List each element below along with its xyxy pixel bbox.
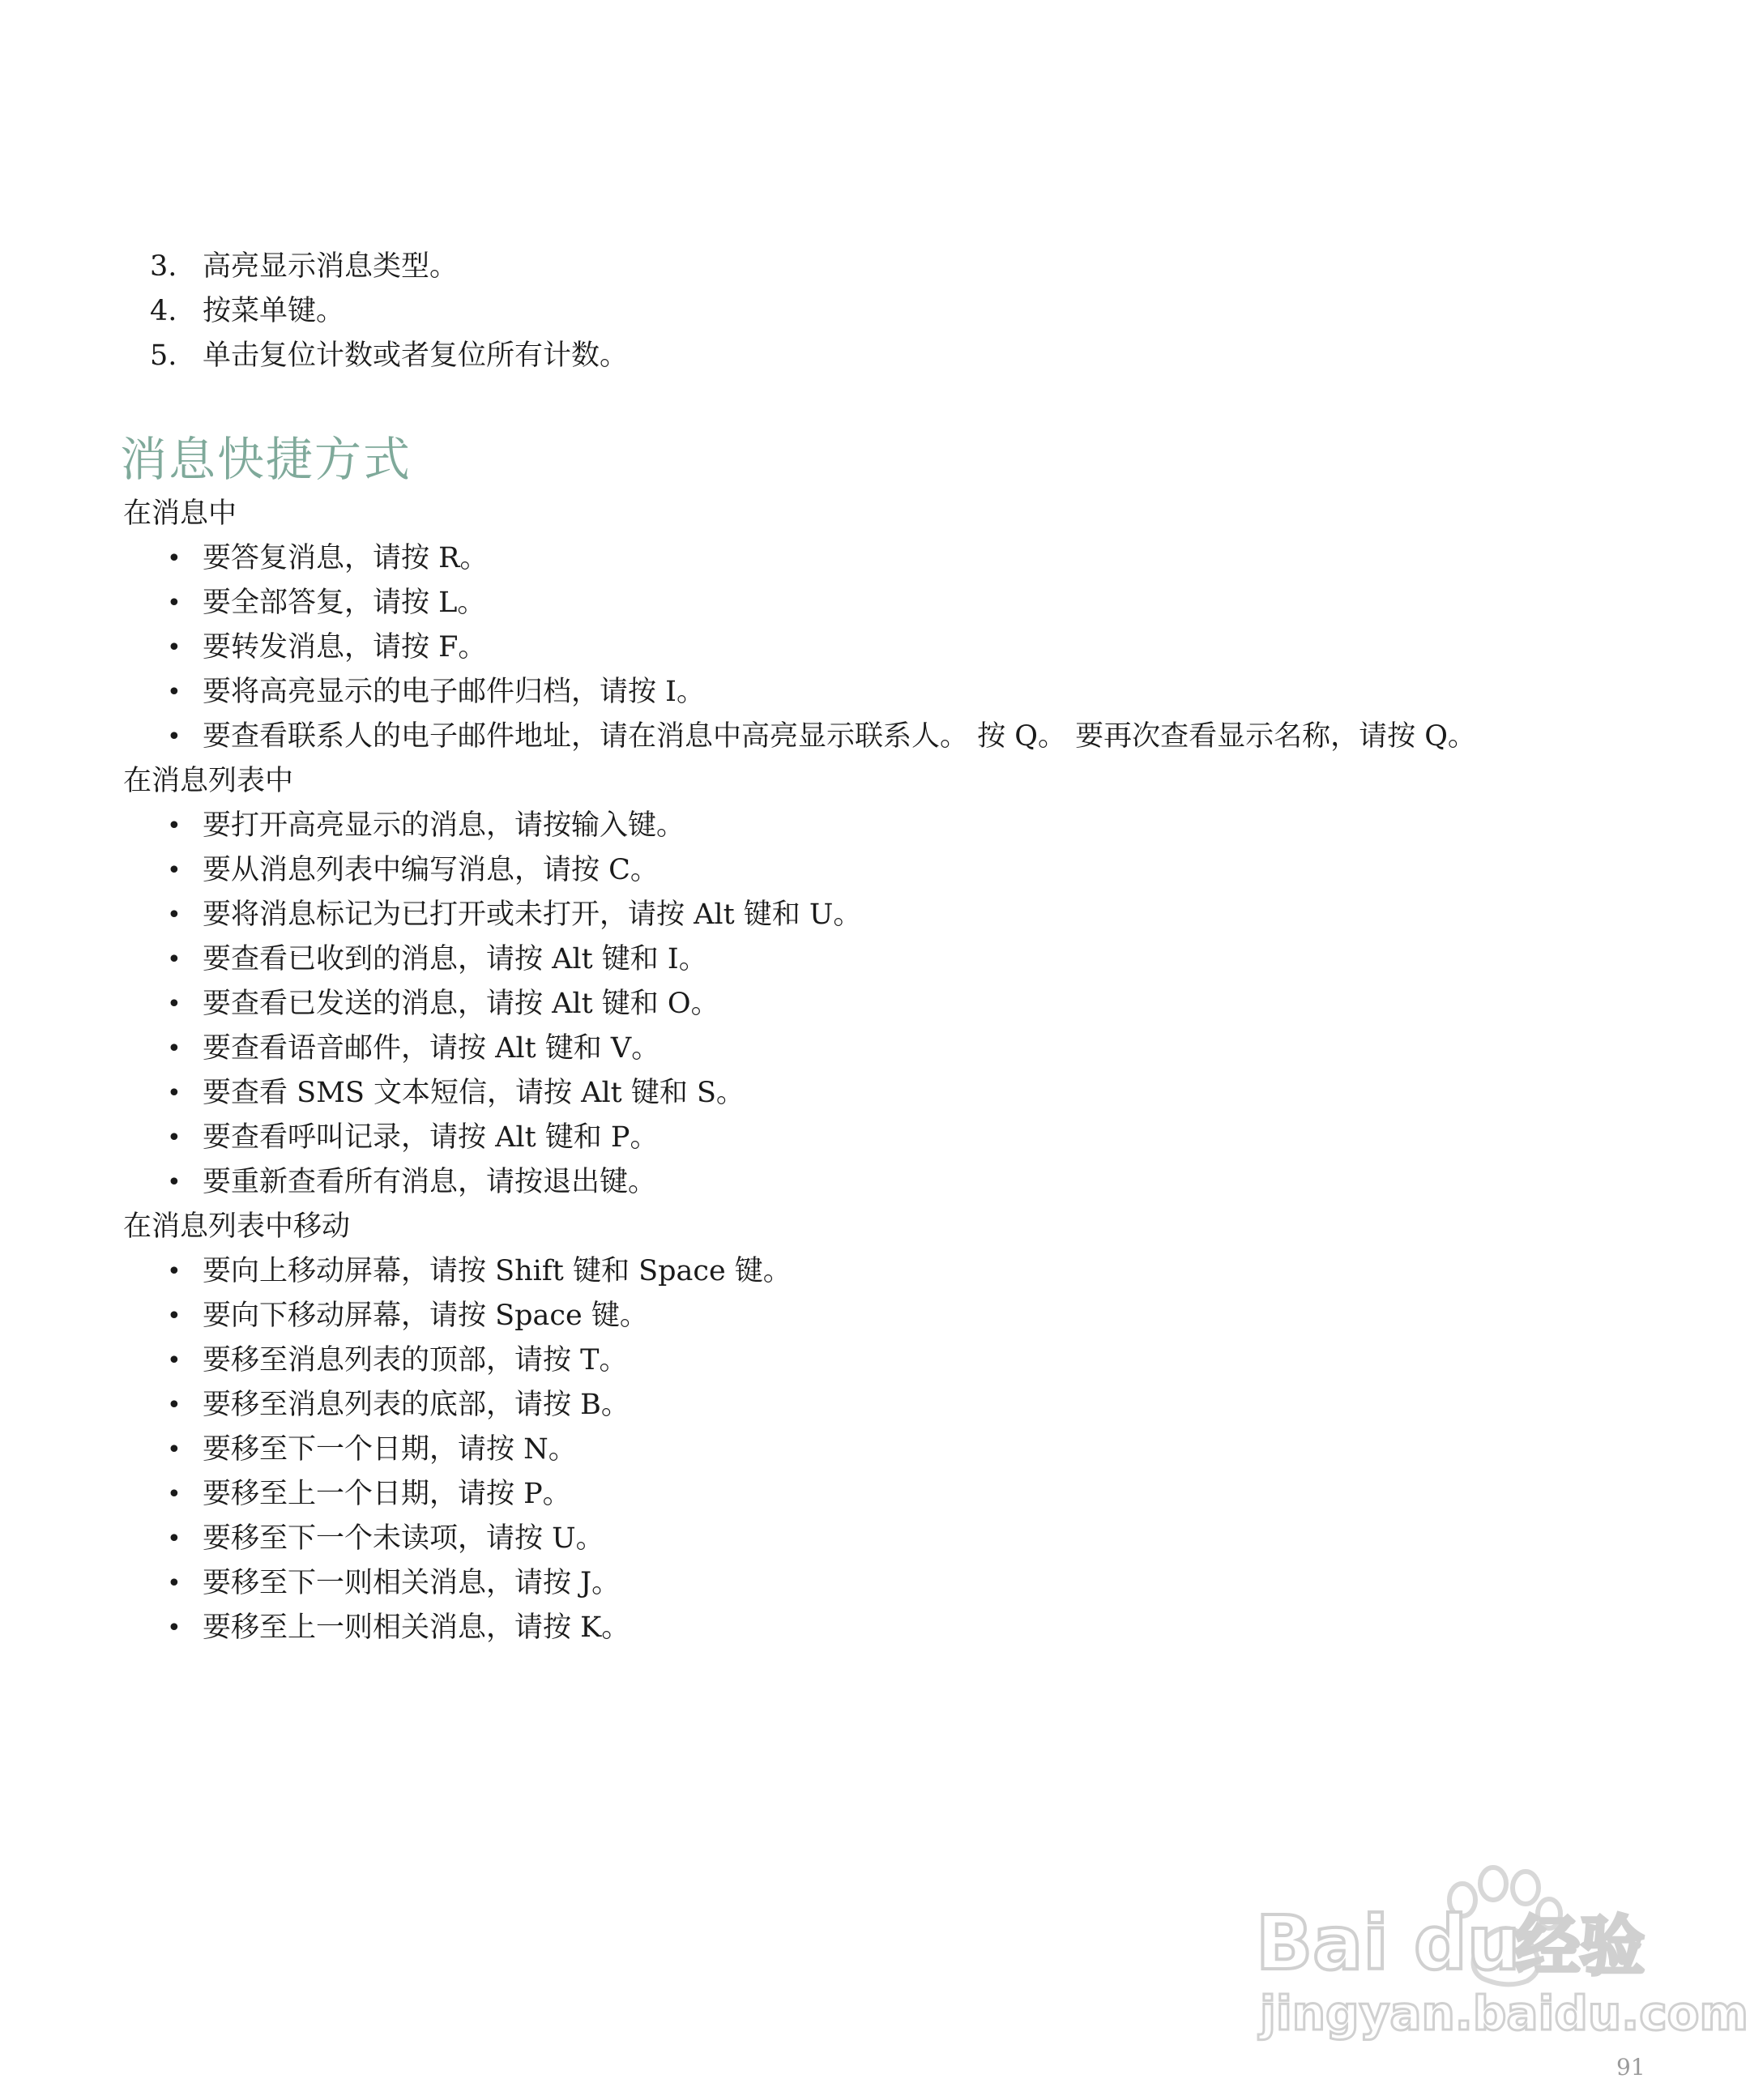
step-text: 单击复位计数或者复位所有计数。 xyxy=(203,339,629,372)
shortcut-text: 要移至下一个日期，请按 N。 xyxy=(203,1433,577,1466)
bullet-icon: • xyxy=(167,1302,181,1330)
shortcut-item xyxy=(123,1561,1662,1606)
shortcut-item xyxy=(123,848,1662,893)
step-number: 5. xyxy=(150,339,177,372)
bullet-icon: • xyxy=(167,1168,181,1197)
step-text: 按菜单键。 xyxy=(203,295,345,327)
shortcut-item xyxy=(123,1160,1662,1205)
shortcut-item xyxy=(123,715,1662,759)
shortcut-list xyxy=(123,536,1662,759)
bullet-icon: • xyxy=(167,1436,181,1464)
bullet-icon: • xyxy=(167,589,181,617)
bullet-icon: • xyxy=(167,1480,181,1509)
shortcut-item xyxy=(123,982,1662,1027)
shortcut-item xyxy=(123,1294,1662,1338)
bullet-icon: • xyxy=(167,1035,181,1063)
shortcut-text: 要向上移动屏幕，请按 Shift 键和 Space 键。 xyxy=(203,1255,792,1287)
shortcut-text: 要移至下一个未读项，请按 U。 xyxy=(203,1522,604,1555)
bullet-icon: • xyxy=(167,1525,181,1553)
shortcut-item xyxy=(123,1428,1662,1472)
shortcut-list xyxy=(123,804,1662,1205)
shortcut-item xyxy=(123,1249,1662,1294)
shortcut-item xyxy=(123,1517,1662,1561)
step-text: 高亮显示消息类型。 xyxy=(203,250,459,283)
shortcut-item xyxy=(123,1606,1662,1650)
step-number: 3. xyxy=(150,250,177,283)
shortcut-text: 要移至消息列表的顶部，请按 T。 xyxy=(203,1344,628,1377)
bullet-icon: • xyxy=(167,1124,181,1152)
shortcut-item xyxy=(123,893,1662,937)
section-title: 消息快捷方式 xyxy=(120,432,412,487)
shortcut-item xyxy=(123,1383,1662,1428)
shortcut-text: 要从消息列表中编写消息，请按 C。 xyxy=(203,854,659,886)
bullet-icon: • xyxy=(167,544,181,573)
shortcut-list xyxy=(123,1249,1662,1650)
bullet-icon: • xyxy=(167,990,181,1018)
bullet-icon: • xyxy=(167,1079,181,1108)
numbered-step xyxy=(150,334,628,378)
bullet-icon: • xyxy=(167,678,181,706)
bullet-icon: • xyxy=(167,1347,181,1375)
shortcut-item xyxy=(123,1338,1662,1383)
group-heading: 在消息中 xyxy=(123,497,237,530)
watermark-brand-text-3: 经验 xyxy=(1515,1909,1645,1984)
shortcut-item xyxy=(123,1472,1662,1517)
shortcut-text: 要移至下一则相关消息，请按 J。 xyxy=(203,1567,621,1599)
shortcut-item xyxy=(123,937,1662,982)
shortcut-item xyxy=(123,536,1662,581)
watermark-brand-text-2: du xyxy=(1414,1900,1521,1987)
shortcut-text: 要查看呼叫记录，请按 Alt 键和 P。 xyxy=(203,1121,659,1154)
shortcut-item xyxy=(123,1116,1662,1160)
bullet-icon: • xyxy=(167,723,181,751)
shortcut-item xyxy=(123,581,1662,625)
shortcut-text: 要移至消息列表的底部，请按 B。 xyxy=(203,1389,630,1421)
shortcut-text: 要答复消息，请按 R。 xyxy=(203,542,489,574)
shortcut-text: 要查看语音邮件，请按 Alt 键和 V。 xyxy=(203,1032,660,1065)
numbered-step xyxy=(150,289,628,334)
baidu-jingyan-watermark-logo xyxy=(1248,1847,1748,2042)
bullet-icon: • xyxy=(167,1391,181,1419)
watermark-url: jingyan.baidu.com xyxy=(1260,1986,1748,2041)
shortcut-text: 要移至上一则相关消息，请按 K。 xyxy=(203,1611,630,1644)
step-number: 4. xyxy=(150,295,177,327)
shortcut-text: 要查看已收到的消息，请按 Alt 键和 I。 xyxy=(203,943,707,975)
bullet-icon: • xyxy=(167,901,181,929)
bullet-icon: • xyxy=(167,856,181,885)
shortcut-text: 要转发消息，请按 F。 xyxy=(203,631,487,664)
shortcut-text: 要移至上一个日期，请按 P。 xyxy=(203,1478,571,1510)
shortcut-groups xyxy=(123,492,1662,1650)
shortcut-text: 要查看 SMS 文本短信，请按 Alt 键和 S。 xyxy=(203,1077,745,1109)
shortcut-item xyxy=(123,804,1662,848)
shortcut-item xyxy=(123,625,1662,670)
group-heading: 在消息列表中移动 xyxy=(123,1210,351,1243)
numbered-steps xyxy=(150,245,628,378)
shortcut-item xyxy=(123,1071,1662,1116)
shortcut-text: 要查看已发送的消息，请按 Alt 键和 O。 xyxy=(203,988,719,1020)
bullet-icon: • xyxy=(167,1257,181,1286)
bullet-icon: • xyxy=(167,1569,181,1598)
shortcut-text: 要重新查看所有消息，请按退出键。 xyxy=(203,1166,657,1198)
watermark-brand-text: Bai xyxy=(1256,1900,1389,1987)
group-heading: 在消息列表中 xyxy=(123,765,294,797)
shortcut-text: 要查看联系人的电子邮件地址，请在消息中高亮显示联系人。 按 Q。 要再次查看显示名称，请按 Q。 xyxy=(203,720,1476,753)
bullet-icon: • xyxy=(167,634,181,662)
shortcut-item xyxy=(123,1027,1662,1071)
bullet-icon: • xyxy=(167,945,181,974)
shortcut-text: 要将高亮显示的电子邮件归档，请按 I。 xyxy=(203,676,705,708)
shortcut-text: 要向下移动屏幕，请按 Space 键。 xyxy=(203,1300,648,1332)
bullet-icon: • xyxy=(167,812,181,840)
shortcut-text: 要全部答复，请按 L。 xyxy=(203,587,486,619)
shortcut-text: 要将消息标记为已打开或未打开，请按 Alt 键和 U。 xyxy=(203,898,862,931)
shortcut-item xyxy=(123,670,1662,715)
bullet-icon: • xyxy=(167,1614,181,1642)
shortcut-text: 要打开高亮显示的消息，请按输入键。 xyxy=(203,809,685,842)
numbered-step xyxy=(150,245,628,289)
page-number: 91 xyxy=(1616,2054,1645,2081)
